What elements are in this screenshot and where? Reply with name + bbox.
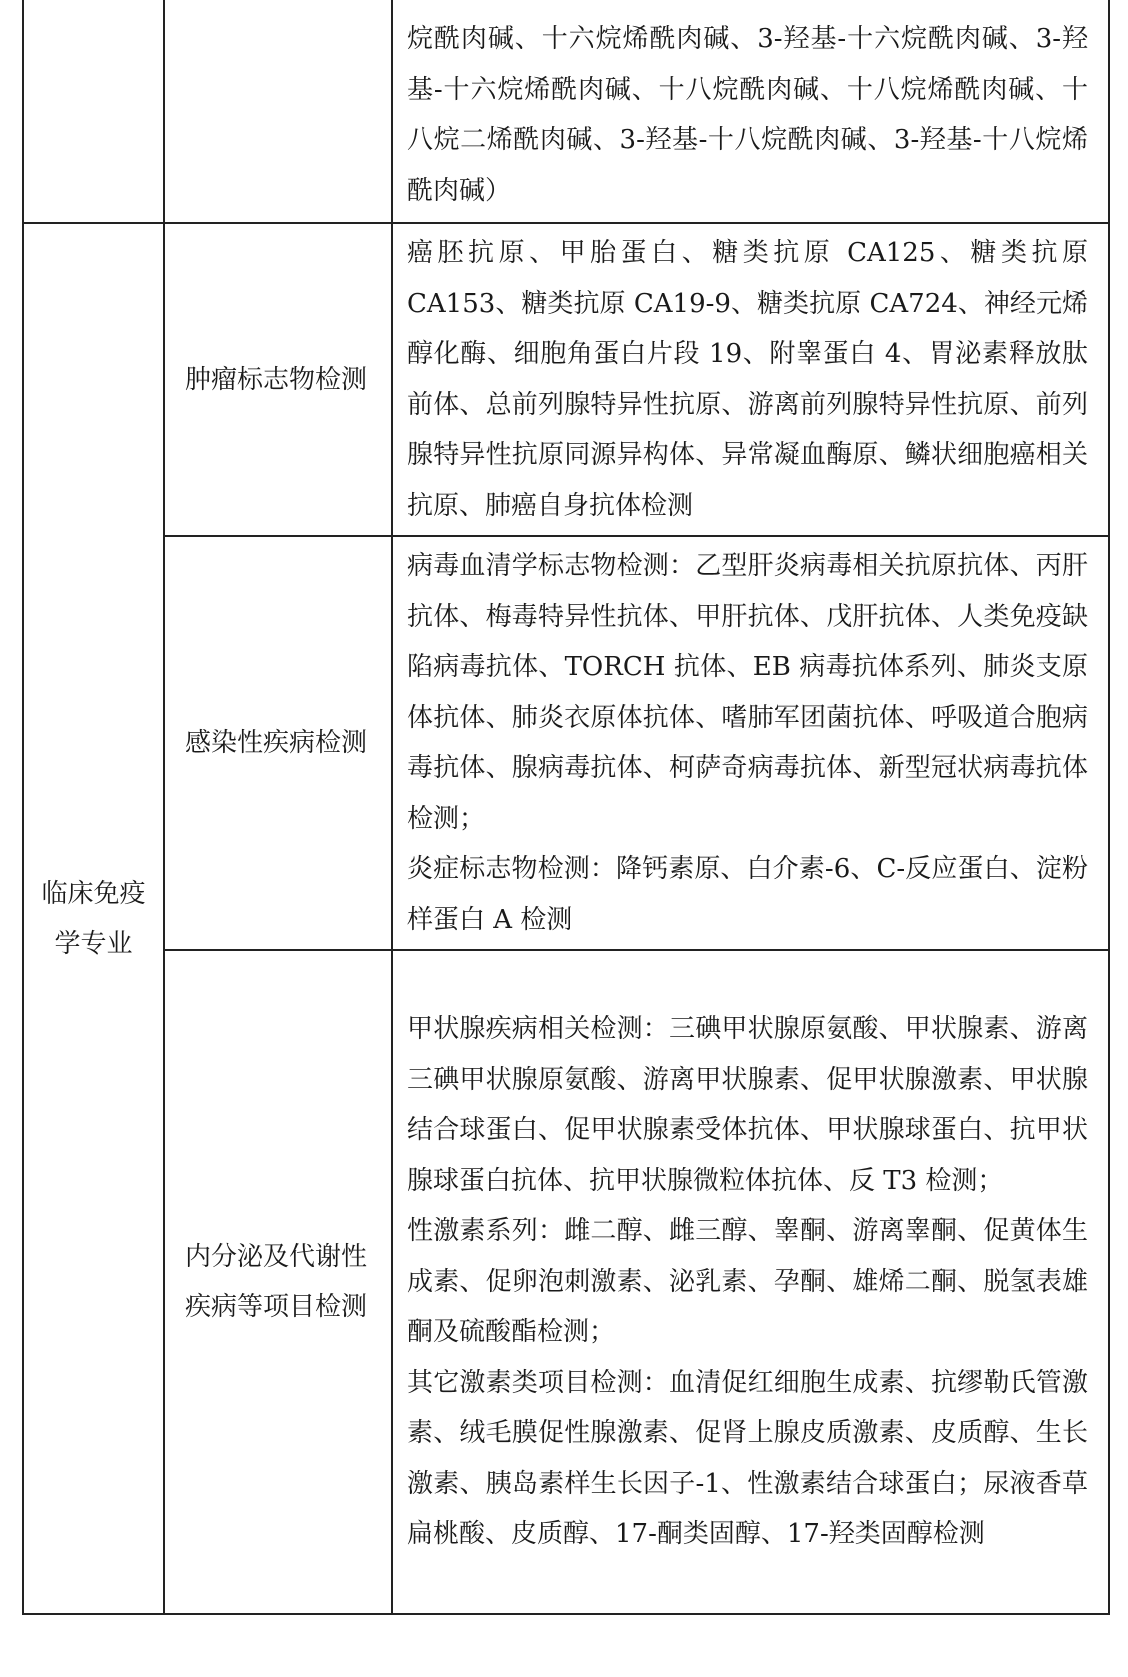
- major-label: 临床免疫学专业: [41, 878, 146, 959]
- content-paragraph: 病毒血清学标志物检测：乙型肝炎病毒相关抗原抗体、丙肝抗体、梅毒特异性抗体、甲肝抗体、戊肝抗体、人类免疫缺陷病毒抗体、TORCH 抗体、EB 病毒抗体系列、肺炎支原体抗体、肺炎衣原体抗体、嗜肺军团菌抗体、呼吸道合胞病毒抗体、腺病毒抗体、柯萨奇病毒抗体、新型冠状病毒抗体检测；: [407, 551, 1088, 834]
- content-paragraph: 烷酰肉碱、十六烷烯酰肉碱、3-羟基-十六烷酰肉碱、3-羟基-十六烷烯酰肉碱、十八烷酰肉碱、十八烷烯酰肉碱、十八烷二烯酰肉碱、3-羟基-十八烷酰肉碱、3-羟基-十八烷烯酰肉碱）: [407, 24, 1088, 206]
- table-row: [23, 950, 1109, 1614]
- table-row: [23, 223, 1109, 536]
- item-cell: [164, 223, 392, 536]
- item-label: 感染性疾病检测: [184, 728, 367, 758]
- table-row-continuation: [23, 0, 1109, 223]
- content-paragraph: 甲状腺疾病相关检测：三碘甲状腺原氨酸、甲状腺素、游离三碘甲状腺原氨酸、游离甲状腺素、促甲状腺激素、甲状腺结合球蛋白、促甲状腺素受体抗体、甲状腺球蛋白、抗甲状腺球蛋白抗体、抗甲状腺微粒体抗体、反 T3 检测；: [407, 1014, 1088, 1196]
- content-cell: [392, 223, 1109, 536]
- item-label: 内分泌及代谢性疾病等项目检测: [184, 1242, 367, 1322]
- major-cell: [23, 223, 164, 1614]
- content-cell: [392, 950, 1109, 1614]
- item-label: 肿瘤标志物检测: [184, 364, 367, 395]
- major-cell-empty: [23, 0, 164, 223]
- content-paragraph: 癌胚抗原、甲胎蛋白、糖类抗原 CA125、糖类抗原 CA153、糖类抗原 CA19-9、糖类抗原 CA724、神经元烯醇化酶、细胞角蛋白片段 19、附睾蛋白 4、胃泌素释放肽前体、总前列腺特异性抗原、游离前列腺特异性抗原、前列腺特异性抗原同源异构体、异常凝血酶原、鳞状细胞癌相关抗原、肺癌自身抗体检测: [407, 238, 1088, 521]
- content-cell: [392, 0, 1109, 223]
- content-cell: [392, 536, 1109, 950]
- item-cell: [164, 950, 392, 1614]
- document-table: [22, 0, 1110, 1615]
- content-paragraph: 性激素系列：雌二醇、雌三醇、睾酮、游离睾酮、促黄体生成素、促卵泡刺激素、泌乳素、孕酮、雄烯二酮、脱氢表雄酮及硫酸酯检测；: [407, 1216, 1088, 1348]
- content-paragraph: 其它激素类项目检测：血清促红细胞生成素、抗缪勒氏管激素、绒毛膜促性腺激素、促肾上腺皮质激素、皮质醇、生长激素、胰岛素样生长因子-1、性激素结合球蛋白；尿液香草扁桃酸、皮质醇、17-酮类固醇、17-羟类固醇检测: [407, 1367, 1088, 1550]
- content-paragraph: 炎症标志物检测：降钙素原、白介素-6、C-反应蛋白、淀粉样蛋白 A 检测: [407, 854, 1088, 935]
- item-cell: [164, 536, 392, 950]
- item-cell-empty: [164, 0, 392, 223]
- table-row: [23, 536, 1109, 950]
